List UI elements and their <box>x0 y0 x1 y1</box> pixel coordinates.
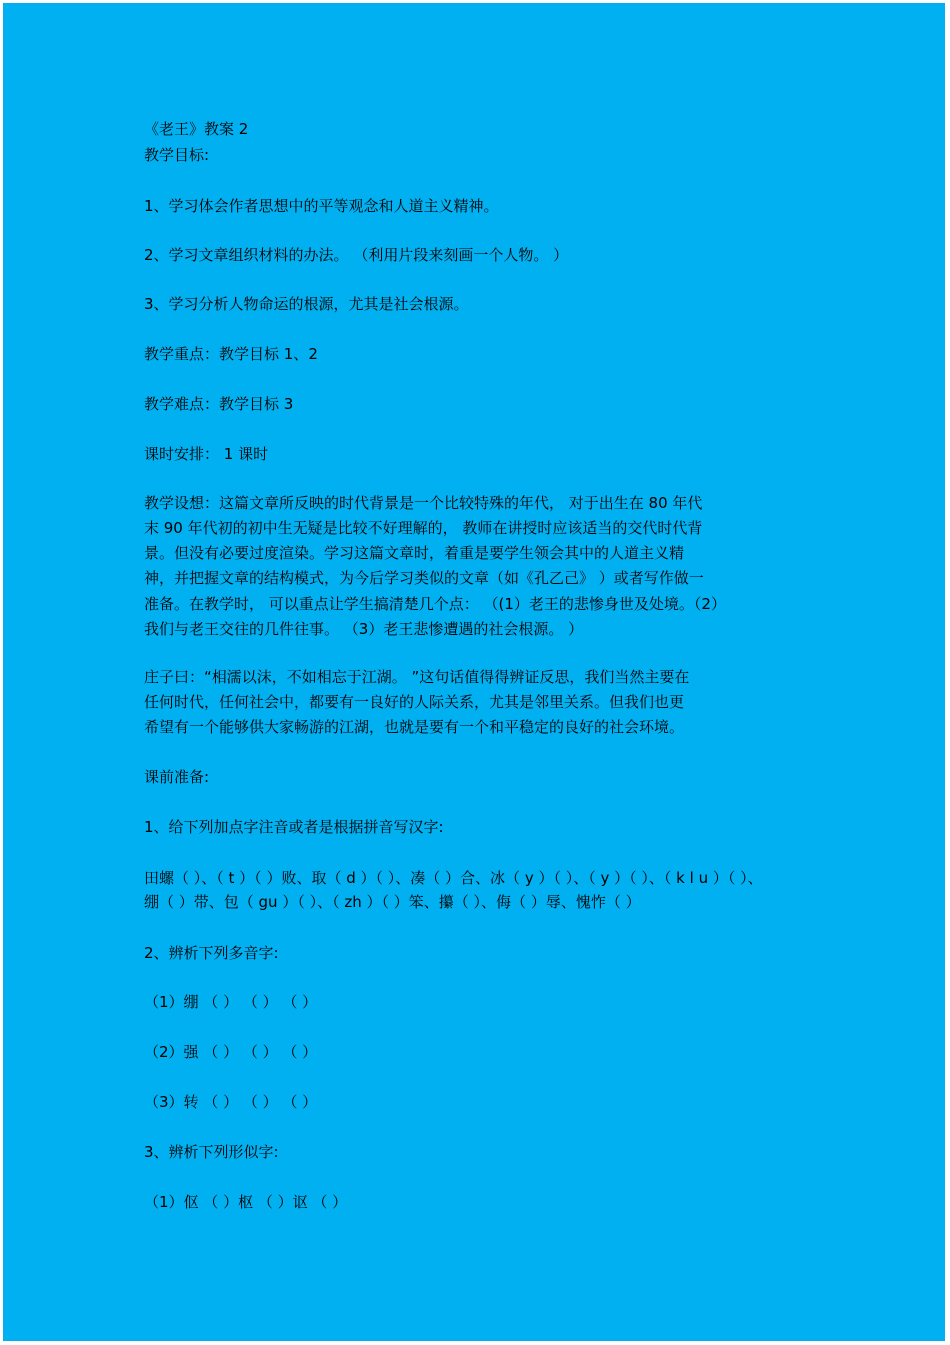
exercise-1-line: 绷（ ）带、包（ gu ）（ ）、（ zh ）（ ）笨、攥（ ）、侮（ ）辱、愧怍（ ） <box>144 893 641 911</box>
zhuangzi-quote-line: 希望有一个能够供大家畅游的江湖，也就是要有一个和平稳定的良好的社会环境。 <box>144 718 685 736</box>
goal-1: 1、学习体会作者思想中的平等观念和人道主义精神。 <box>144 197 499 215</box>
exercise-2-heading: 2、辨析下列多音字: <box>144 944 279 962</box>
exercise-3-heading: 3、辨析下列形似字: <box>144 1143 279 1161</box>
teaching-idea-line: 教学设想：这篇文章所反映的时代背景是一个比较特殊的年代， 对于出生在 80 年代 <box>144 494 703 512</box>
class-hours: 课时安排： 1 课时 <box>144 445 269 463</box>
document-title: 《老王》教案 2 <box>144 120 249 138</box>
key-points: 教学重点：教学目标 1、2 <box>144 345 318 363</box>
teaching-idea-line: 我们与老王交往的几件往事。 （3）老王悲惨遭遇的社会根源。 ） <box>144 620 584 638</box>
exercise-3-item: （1）伛 （ ）枢 （ ）讴 （ ） <box>144 1193 348 1211</box>
exercise-2-item: （2）强 （ ） （ ） （ ） <box>144 1043 318 1061</box>
goal-3: 3、学习分析人物命运的根源，尤其是社会根源。 <box>144 295 469 313</box>
teaching-idea-line: 准备。在教学时， 可以重点让学生搞清楚几个点： （(1）老王的悲惨身世及处境。（2） <box>144 595 726 613</box>
goal-2: 2、学习文章组织材料的办法。 （利用片段来刻画一个人物。 ） <box>144 246 569 264</box>
exercise-1-heading: 1、给下列加点字注音或者是根据拼音写汉字: <box>144 818 444 836</box>
exercise-2-item: （1）绷 （ ） （ ） （ ） <box>144 993 318 1011</box>
teaching-idea-line: 神，并把握文章的结构模式，为今后学习类似的文章（如《孔乙己》 ）或者写作做一 <box>144 569 704 587</box>
exercise-2-item: （3）转 （ ） （ ） （ ） <box>144 1093 318 1111</box>
teaching-idea-line: 末 90 年代初的初中生无疑是比较不好理解的， 教师在讲授时应该适当的交代时代背 <box>144 519 703 537</box>
teaching-idea-line: 景。但没有必要过度渲染。学习这篇文章时，着重是要学生领会其中的人道主义精 <box>144 544 685 562</box>
preparation-heading: 课前准备: <box>144 768 210 786</box>
exercise-1-line: 田螺（ ）、（ t ）（ ）败、取（ d ）（ ）、凑（ ）合、冰（ y ）（ ）、（ y ）（ ）、（ k l u ）（ ）、 <box>144 869 763 887</box>
teaching-goals-heading: 教学目标: <box>144 146 210 164</box>
difficult-points: 教学难点：教学目标 3 <box>144 395 294 413</box>
zhuangzi-quote-line: 庄子曰：“相濡以沫，不如相忘于江湖。 ”这句话值得得辨证反思，我们当然主要在 <box>144 668 690 686</box>
zhuangzi-quote-line: 任何时代，任何社会中，都要有一良好的人际关系，尤其是邻里关系。但我们也更 <box>144 693 685 711</box>
